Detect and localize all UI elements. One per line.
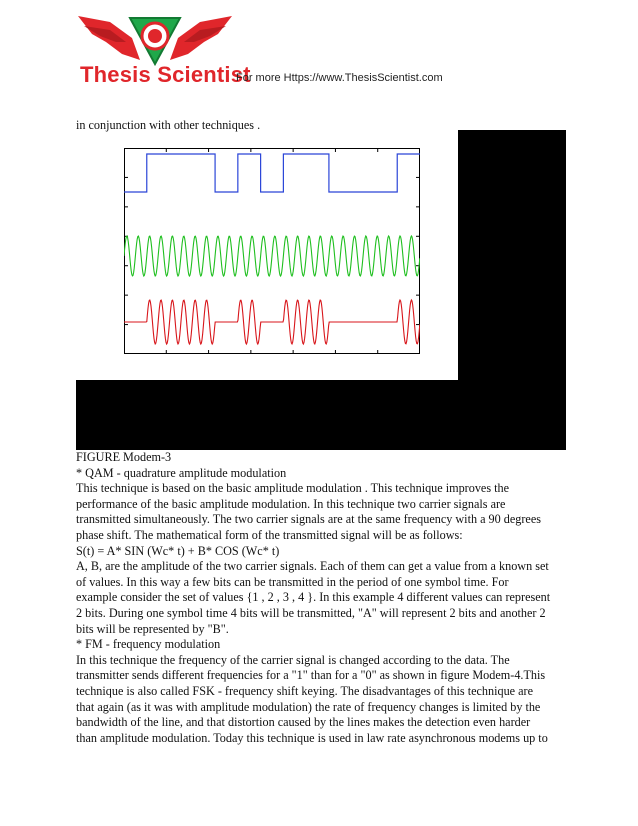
header-website-link[interactable]: For more Https://www.ThesisScientist.com bbox=[236, 72, 443, 84]
qam-line: bits will be represented by "B". bbox=[76, 621, 229, 636]
modulation-plot bbox=[124, 148, 420, 354]
qam-line: of values. In this way a few bits can be transmitted in the period of one symbol time. For bbox=[76, 574, 509, 589]
qam-heading: * QAM - quadrature amplitude modulation bbox=[76, 465, 287, 480]
intro-line: in conjunction with other techniques . bbox=[76, 118, 261, 132]
qam-line: performance of the basic amplitude modulation. In this technique two carrier signals are bbox=[76, 496, 506, 511]
fm-line: than amplitude modulation. Today this technique is used in law rate asynchronous modems up to bbox=[76, 730, 548, 745]
fm-line: bandwidth of the line, and that distortion caused by the lines makes the detection even harder bbox=[76, 715, 531, 730]
figure-modem-3 bbox=[76, 130, 566, 450]
fm-heading: * FM - frequency modulation bbox=[76, 637, 221, 652]
fm-line: In this technique the frequency of the carrier signal is changed according to the data. The bbox=[76, 652, 510, 667]
qam-line: transmitted simultaneously. The two carrier signals are at the same frequency with a 90 degrees bbox=[76, 512, 541, 527]
fm-line: transmitter sends different frequencies for a "1" than for a "0" as shown in figure Modem-4.This bbox=[76, 668, 546, 683]
qam-line: This technique is based on the basic amplitude modulation . This technique improves the bbox=[76, 481, 510, 496]
fm-line: technique is also called FSK - frequency shift keying. The disadvantages of this technique are bbox=[76, 684, 534, 698]
brand-name: Thesis Scientist bbox=[80, 62, 251, 87]
qam-line: phase shift. The mathematical form of the transmitted signal will be as follows: bbox=[76, 528, 463, 542]
figure-caption: FIGURE Modem-3 bbox=[76, 450, 172, 464]
qam-line: A, B, are the amplitude of the two carrier signals. Each of them can get a value from a known set bbox=[76, 559, 549, 574]
qam-formula: S(t) = A* SIN (Wc* t) + B* COS (Wc* t) bbox=[76, 543, 280, 558]
qam-line: example consider the set of values {1 , 2 , 3 , 4 }. In this example 4 different values can represent bbox=[76, 590, 551, 605]
qam-line: 2 bits. During one symbol time 4 bits will be transmitted, "A" will represent 2 bits and another 2 bbox=[76, 606, 546, 620]
fm-line: that again (as it was with amplitude modulation) the rate of frequency changes is limited by the bbox=[76, 699, 541, 714]
figure-black-block-bottom bbox=[76, 380, 566, 450]
